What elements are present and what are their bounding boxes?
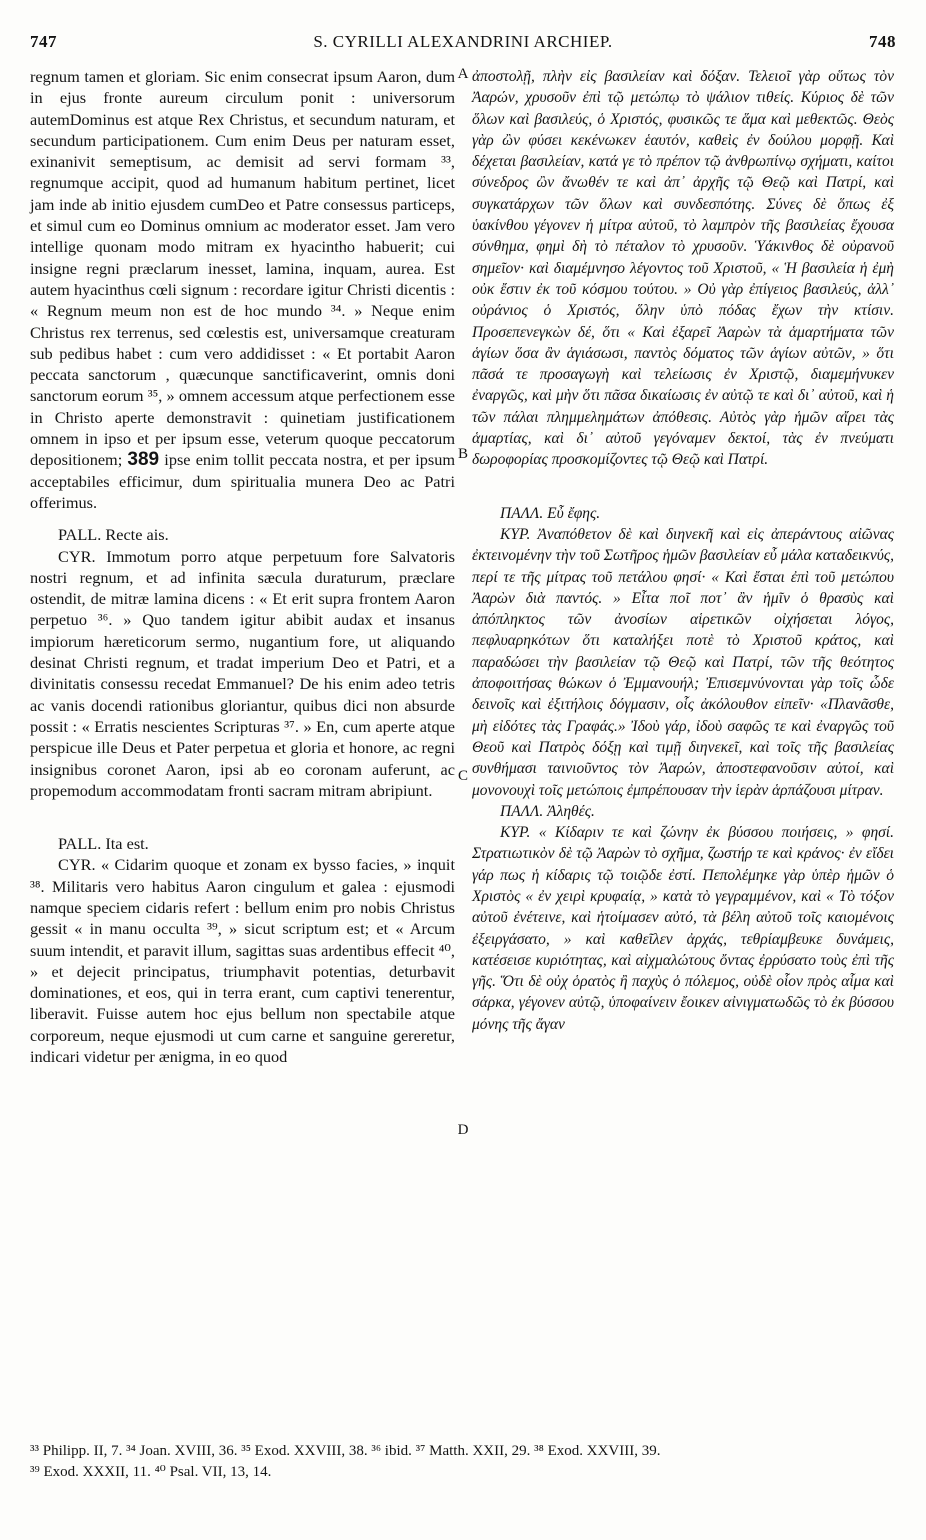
speaker-label: CYR. [58, 546, 96, 566]
greek-exchange-1 [472, 503, 894, 524]
footnotes [30, 1441, 896, 1483]
latin-paragraph-2-text: Immotum porro atque perpetuum fore Salvatoris nostri regnum, et ad infinita sæcula duraturum, præclare ostendit, de mitræ lamina dicens : « Et erit supra frontem Aaron perpetuo ³⁶. » Quo tandem igitur abibit audax et insanus impiorum hæreticorum sermo, nugantium fore, ut aliquando desinat Christi regnum, et tradat imperium Deo et Patri, et a divinitatis consessu recedat Emmanuel? De his enim adeo tetris ac vanis docendi rationibus gloriantur, quibus dici non absurde possit : « Erratis nescientes Scripturas ³⁷. » En, cum aperte atque perspicue ille Deus et Pater perpetua et gloria et honore, ac regni insignibus coronet Aaron, ipsi ab eo coronam auferunt, ac propemodum accommodatam fronti sacram mitram abripiunt. [30, 546, 455, 800]
latin-line-3: Ita est. [105, 834, 149, 854]
greek-exchange-3 [472, 801, 894, 822]
section-letter-a: A [457, 66, 469, 82]
greek-paragraph-2-text: Ἀναπόθετον δὲ καὶ διηνεκῆ καὶ εἰς ἀπεράντους αἰῶνας ἐκτεινομένην τὴν τοῦ Σωτῆρος ἡμῶν βασιλείαν εὖ μάλα καταδεικνύς, περί τε τῆς μίτρας τοῦ πετάλου φησί· « Καὶ ἔσται ἐπὶ τοῦ μετώπου Ἀαρὼν διὰ παντός. » Εἶτα ποῖ ποτ᾽ ἂν ἡμῖν ὁ θρασὺς καὶ ἀπόπληκτος τῶν ἀνοσίων αἱρετικῶν οἰχήσεται λόγος, πεφλυαρηκότων ὅτι καταλήξει ποτὲ τὸ Χριστοῦ κράτος, καὶ παραδώσει τὴν βασιλείαν τῷ Θεῷ καὶ Πατρί, τῶν τῆς θεότητος ἀποφοιτήσας θώκων ὁ Ἐμμανουήλ; Ἐπισεμνύνονται γὰρ τοῖς ὧδε δεινοῖς καὶ ἐξιτήλοις δόγμασιν, οἷς ἀκόλουθον εἰπεῖν· «Πλανᾶσθε, μὴ εἰδότες τὰς Γραφάς.» Ἰδοὺ γάρ, ἰδοὺ σαφῶς τε καὶ ἐναργῶς τοῦ Θεοῦ καὶ Πατρὸς δόξῃ καὶ τιμῇ διηνεκεῖ, καὶ τοῖς τῆς βασιλείας συνθήμασι ταινιοῦντος τὸν Ἀαρών, ἀποστεφανοῦσιν αὐτοί, καὶ μονονουχὶ τοῖς μετώποις ἐμπρέπουσαν τὴν ἱερὰν ἁρπάζουσι μίτραν. [472, 525, 894, 799]
speaker-label: ΚΥΡ. [500, 824, 531, 842]
running-title: S. CYRILLI ALEXANDRINI ARCHIEP. [313, 32, 613, 51]
greek-paragraph-1: ἀποστολῇ, πλὴν εἰς βασιλείαν καὶ δόξαν. Τελειοῖ γὰρ οὕτως τὸν Ἀαρών, χρυσοῦν ἐπὶ τῷ μετώπῳ τὸ ψάλιον τιθείς. Κύριος δὲ τῶν ὅλων καὶ βασιλεύς, ὁ Χριστός, φυσικῶς τε ἅμα καὶ μεθεκτῶς. Θεὸς γὰρ ὢν φύσει κεκένωκεν ἑαυτόν, καθεὶς ἐν δούλου μορφῇ. Καὶ δέχεται βασιλείαν, κατά γε τὸ πρέπον τῷ ἀνθρωπίνῳ σχήματι, καίτοι σύνεδρος ὢν ἄνωθέν τε καὶ ἀπ᾽ ἀρχῆς τῷ Θεῷ καὶ Πατρί, καὶ συγκατάρχων τῶν ὅλων καὶ συνδεσπότης. Σύνες δὲ ὅπως ἐξ ὑακίνθου γέγονεν ἡ μίτρα αὐτοῦ, τὸ λαμπρὸν τῆς βασιλείας ἔχουσα σύνθημα, φημὶ δὴ τὸ πέταλον τὸ χρυσοῦν. Ὑάκινθος δὲ οὐρανοῦ σημεῖον· καὶ διαμέμνησο λέγοντος τοῦ Χριστοῦ, « Ἡ βασιλεία ἡ ἐμὴ οὐκ ἔστιν ἐκ τοῦ κόσμου τούτου. » Οὐ γὰρ ἐπίγειος βασιλεύς, ἀλλ᾽ οὐράνιος ὁ Χριστός, ὅλην ὑπὸ πόδας ἔχων τὴν κτίσιν. Προσεπενεγκὼν δέ, ὅτι « Καὶ ἐξαρεῖ Ἀαρὼν τὰ ἁμαρτήματα τῶν ἁγίων ὅσα ἂν ἁγιάσωσι, παντὸς δόματος τῶν ἁγίων αὐτῶν, » ὅτι πᾶσά τε προσαγωγὴ καὶ τελείωσις ἐν Χριστῷ, διαμεμήνυκεν ἐναργῶς, καὶ μὴν ὅτι πᾶσα δικαίωσις ἐν αὐτῷ τε καὶ δι᾽ αὐτοῦ, καὶ ἡ τῶν πάλαι πλημμελημάτων ἀπόθεσις. Αὐτὸς γὰρ ἡμῶν αἴρει τὰς ἁμαρτίας, καὶ δι᾽ αὐτοῦ γεγόναμεν δεκτοί, τὰς ἐν πνεύματι δωροφορίας προσκομίζοντες τῷ Θεῷ καὶ Πατρί. [472, 68, 894, 469]
section-letter-d: D [457, 1122, 469, 1138]
section-letter-c: C [457, 768, 468, 784]
speaker-label: PALL. [58, 834, 102, 854]
section-letter-b: B [457, 446, 468, 462]
page-marker: 389 [127, 449, 160, 471]
speaker-label: ΠΑΛΛ. [500, 802, 544, 820]
latin-paragraph-2 [30, 546, 455, 802]
latin-column [30, 66, 455, 1067]
speaker-label: CYR. [58, 855, 96, 875]
latin-exchange-1 [30, 524, 455, 545]
latin-exchange-3 [30, 833, 455, 854]
speaker-label: ΠΑΛΛ. [500, 504, 544, 522]
page-header [30, 32, 896, 58]
footnote-line-2: ³⁹ Exod. XXXII, 11. ⁴⁰ Psal. VII, 13, 14. [30, 1464, 272, 1480]
greek-column [472, 66, 894, 1035]
greek-line-1: Εὖ ἔφης. [547, 504, 601, 522]
speaker-label: PALL. [58, 525, 102, 545]
page-number-right: 748 [869, 32, 896, 51]
latin-paragraph-4 [30, 854, 455, 1067]
greek-line-3: Ἀληθές. [547, 802, 595, 820]
page-number-left: 747 [30, 32, 57, 51]
latin-paragraph-1-end: ipse enim tollit peccata nostra, et per ipsum acceptabiles efficimur, dum spiritualia munera Deo ac Patri offerimus. [30, 450, 455, 512]
latin-line-1: Recte ais. [105, 525, 169, 545]
greek-paragraph-4 [472, 822, 894, 1035]
latin-paragraph-1 [30, 66, 455, 513]
greek-paragraph-2 [472, 524, 894, 801]
speaker-label: ΚΥΡ. [500, 525, 531, 543]
latin-paragraph-4-text: « Cidarim quoque et zonam ex bysso facies, » inquit ³⁸. Militaris vero habitus Aaron cingulum et galea : ejusmodi namque speciem cidaris refert : bellum enim pro nobis Christus gessit « in manu occulta ³⁹, » sicut scriptum est; et « Arcum suum intendit, et paravit illum, sagittas suas ardentibus effecit ⁴⁰, » et dejecit principatus, triumphavit potentias, deturbavit dominationes, et eos, qui in terra erant, cum captivi tenerentur, liberavit. Fuisse autem hoc ejus bellum non spectabile atque corporeum, neque ejusmodi ut cum carne et sanguine gereretur, indicari videtur per ænigma, in eo quod [30, 855, 455, 1067]
greek-paragraph-4-text: « Κίδαριν τε καὶ ζώνην ἐκ βύσσου ποιήσεις, » φησί. Στρατιωτικὸν δὲ τῷ Ἀαρὼν τὸ σχῆμα, ζωστήρ τε καὶ κράνος· ἐν εἴδει γάρ πως ἡ κίδαρις τῷ τοιῷδε ἐστί. Πεπολέμηκε γὰρ ὑπὲρ ἡμῶν ὁ Χριστὸς « ἐν χειρὶ κρυφαίᾳ, » κατὰ τὸ γεγραμμένον, καὶ « Τὸ τόξον αὐτοῦ ἐνέτεινε, καὶ ἡτοίμασεν αὐτό, τὰ βέλη αὐτοῦ τοῖς καιομένοις ἐξειργάσατο, » καὶ καθεῖλεν ἀρχάς, τεθρίαμβευκε δυνάμεις, κατέσεισε κυριότητας, καὶ αἰχμαλώτους ὄντας ἐρρύσατο τοὺς ἐπὶ τῆς γῆς. Ὅτι δὲ οὐχ ὁρατὸς ἢ παχὺς ὁ πόλεμος, οὐδὲ οἷον πρὸς αἷμα καὶ σάρκα, γέγονεν αὐτῷ, ὑποφαίνειν ἔοικεν αἰνιγματωδῶς τὸ ἐκ βύσσου μόνης τῆς ἄγαν [472, 824, 894, 1033]
latin-paragraph-1-text: regnum tamen et gloriam. Sic enim consecrat ipsum Aaron, dum in ejus fronte aureum circulum ponit : universorum autemDominus est atque Rex Christus, et secundum naturam, et secundum participationem. Cum enim Deus per naturam esset, exinanivit semeptisum, ac demisit ad servi formam ³³, regnumque accipit, quod ad humanum habitum pertinet, licet jam inde ab initio ejusdem cumDeo et Patre consessus particeps, et simul cum eo Dominus omnium ac moderator esset. Jam vero intellige quonam modo mitram ex hyacintho habuerit; cui insigne regni præclarum inesset, lamina, inquam, aurea. Est autem hyacinthus cœli signum : recordare igitur Christi dicentis : « Regnum meum non est de hoc mundo ³⁴. » Neque enim Christus rex terrenus, sed cœlestis est, universamque creaturam sub pedibus habet : cum vero addidisset : « Et portabit Aaron peccata sanctorum , quæcunque sanctificaverint, omnis doni sanctorum eorum ³⁵, » omnem accessum atque perfectionem esse in Christo aperte demonstravit : quinetiam justificationem omnem in ipso et per ipsum esse, veterum quoque peccatorum depositionem; [30, 67, 455, 470]
footnote-line-1: ³³ Philipp. II, 7. ³⁴ Joan. XVIII, 36. ³⁵ Exod. XXVIII, 38. ³⁶ ibid. ³⁷ Matth. XXII, 29. ³⁸ Exod. XXVIII, 39. [30, 1443, 661, 1459]
